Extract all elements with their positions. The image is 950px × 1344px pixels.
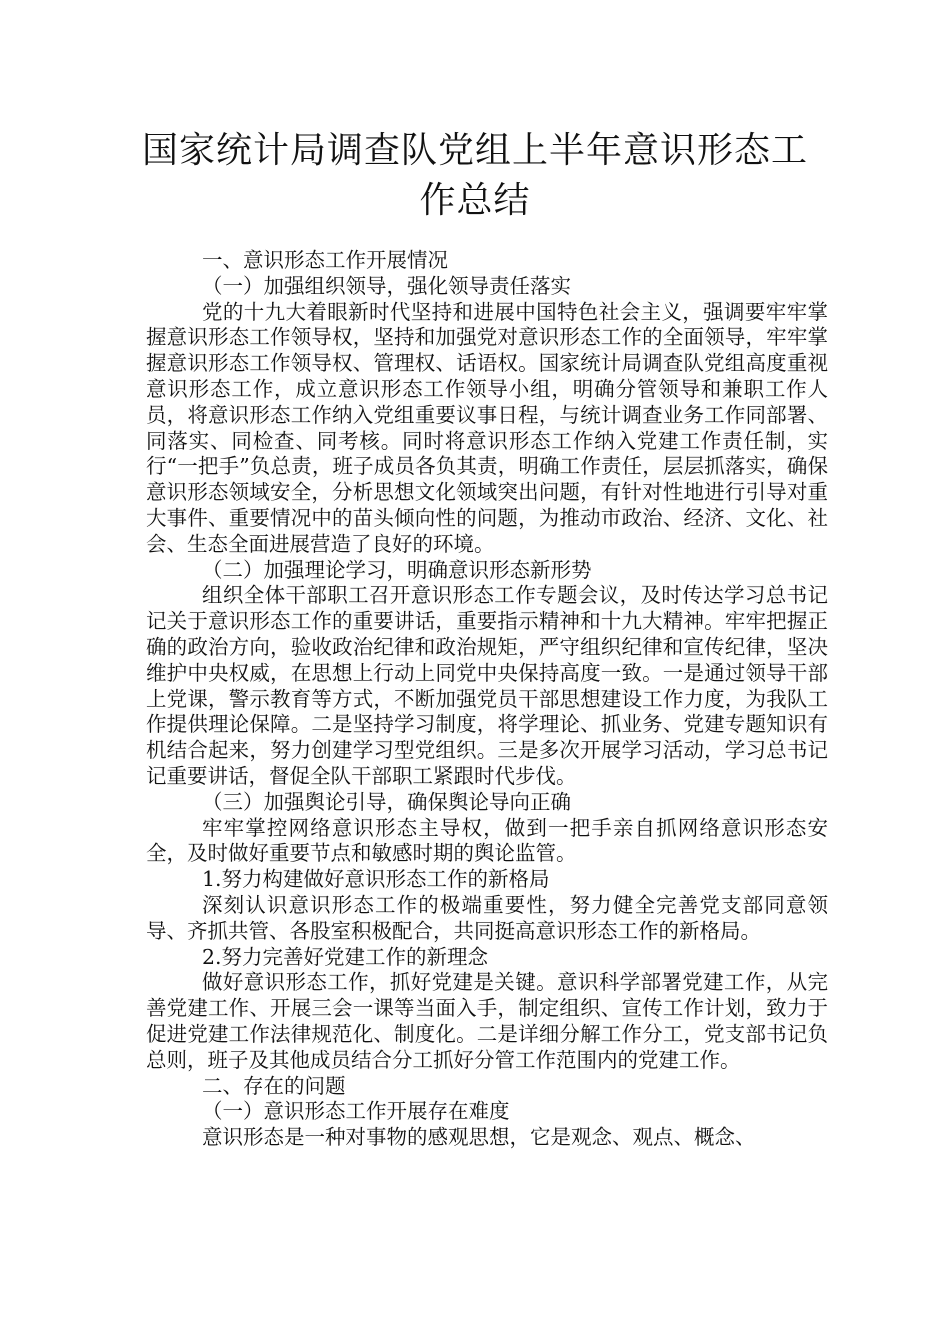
subsection-heading: （三）加强舆论引导，确保舆论导向正确 xyxy=(202,789,571,814)
document-body xyxy=(146,248,828,1151)
paragraph: 组织全体干部职工召开意识形态工作专题会议，及时传达学习总书记记关于意识形态工作的重要讲话，重要指示精神和十九大精神。牢牢把握正确的政治方向，验收政治纪律和政治规矩，严守组织纪律和宣传纪律，坚决维护中央权威，在思想上行动上同党中央保持高度一致。一是通过领导干部上党课，警示教育等方式，不断加强党员干部思想建设工作力度，为我队工作提供理论保障。二是坚持学习制度，将学理论、抓业务、党建专题知识有机结合起来，努力创建学习型党组织。三是多次开展学习活动，学习总书记记重要讲话，督促全队干部职工紧跟时代步伐。 xyxy=(146,583,828,788)
document-title xyxy=(100,126,850,226)
numbered-heading: 1.努力构建做好意识形态工作的新格局 xyxy=(202,867,550,892)
numbered-heading: 2.努力完善好党建工作的新理念 xyxy=(202,944,489,969)
paragraph: 党的十九大着眼新时代坚持和进展中国特色社会主义，强调要牢牢掌握意识形态工作领导权，坚持和加强党对意识形态工作的全面领导，牢牢掌握意识形态工作领导权、管理权、话语权。国家统计局调查队党组高度重视意识形态工作，成立意识形态工作领导小组，明确分管领导和兼职工作人员，将意识形态工作纳入党组重要议事日程，与统计调查业务工作同部署、同落实、同检查、同考核。同时将意识形态工作纳入党建工作责任制，实行“一把手”负总责，班子成员各负其责，明确工作责任，层层抓落实，确保意识形态领域安全，分析思想文化领域突出问题，有针对性地进行引导对重大事件、重要情况中的苗头倾向性的问题，为推动市政治、经济、文化、社会、生态全面进展营造了良好的环境。 xyxy=(146,299,828,556)
title-line-2: 作总结 xyxy=(419,180,531,221)
paragraph: 牢牢掌控网络意识形态主导权，做到一把手亲自抓网络意识形态安全，及时做好重要节点和敏感时期的舆论监管。 xyxy=(146,815,828,866)
title-line-1: 国家统计局调查队党组上半年意识形态工 xyxy=(141,130,808,171)
section-heading: 二、存在的问题 xyxy=(202,1073,346,1098)
subsection-heading: （一）意识形态工作开展存在难度 xyxy=(202,1099,510,1124)
subsection-heading: （二）加强理论学习，明确意识形态新形势 xyxy=(202,557,592,582)
section-heading: 一、意识形态工作开展情况 xyxy=(202,248,448,272)
subsection-heading: （一）加强组织领导，强化领导责任落实 xyxy=(202,273,571,298)
paragraph: 深刻认识意识形态工作的极端重要性，努力健全完善党支部同意领导、齐抓共管、各股室积极配合，共同挺高意识形态工作的新格局。 xyxy=(146,892,828,943)
paragraph: 意识形态是一种对事物的感观思想，它是观念、观点、概念、 xyxy=(202,1125,756,1150)
paragraph: 做好意识形态工作，抓好党建是关键。意识科学部署党建工作，从完善党建工作、开展三会一课等当面入手，制定组织、宣传工作计划，致力于促进党建工作法律规范化、制度化。二是详细分解工作分工，党支部书记负总则，班子及其他成员结合分工抓好分管工作范围内的党建工作。 xyxy=(146,970,828,1072)
